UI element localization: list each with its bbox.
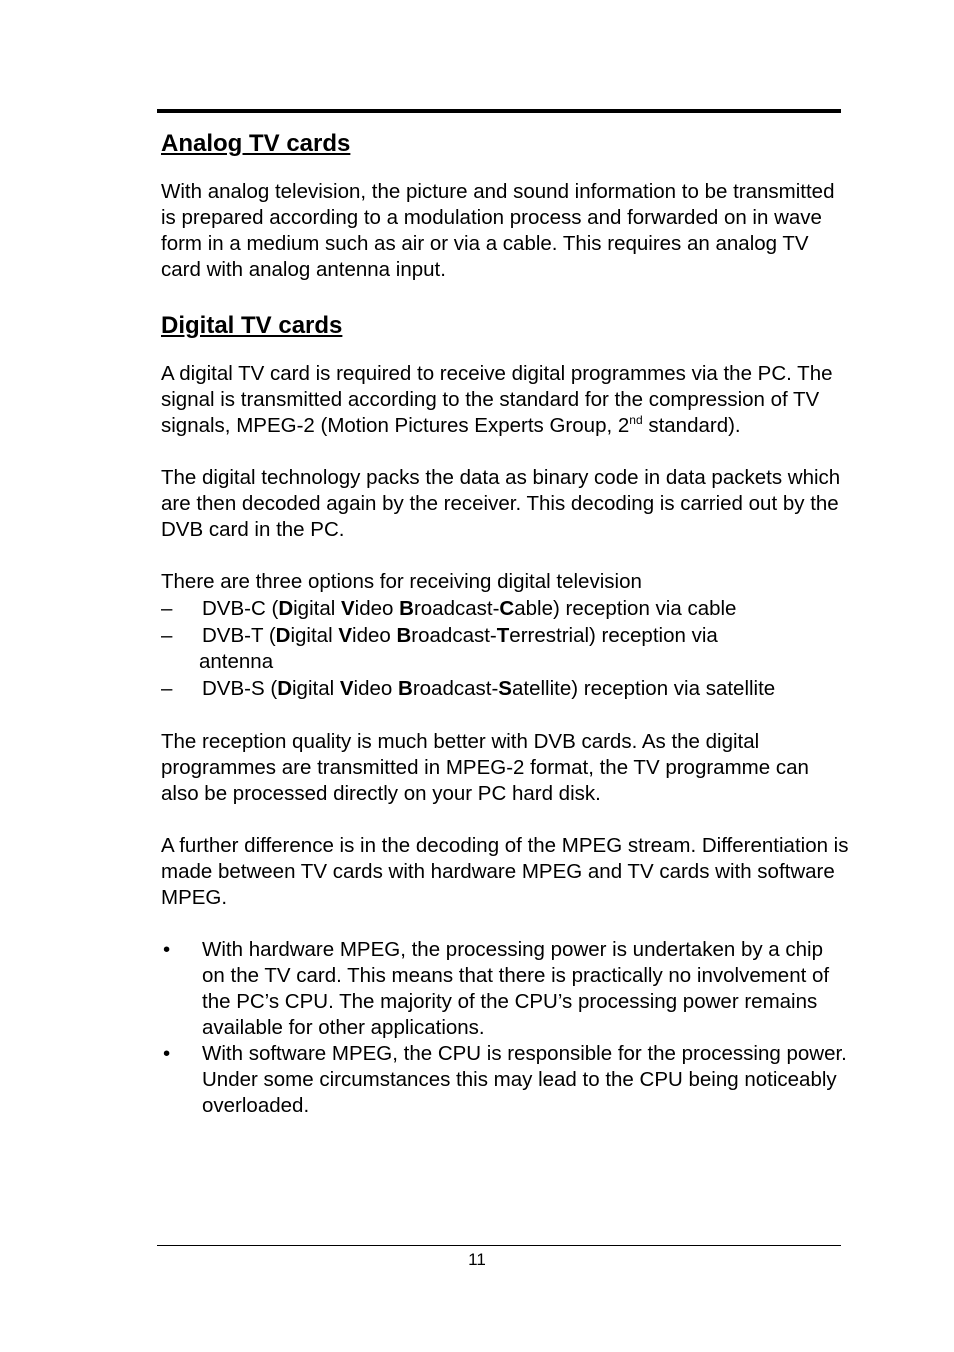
- dash-marker: –: [161, 624, 173, 647]
- list-item-hardware-mpeg: • With hardware MPEG, the processing power is undertaken by a chip on the TV card. This means that there is practically no involvement of the PC’s CPU. The majority of the CPU’s processing power remains available for other applications.: [163, 938, 830, 1039]
- superscript-nd: nd: [629, 413, 643, 427]
- paragraph-mpeg-decoding: A further difference is in the decoding of the MPEG stream. Differentiation is made between TV cards with hardware MPEG and TV cards with software MPEG.: [161, 834, 849, 909]
- dvb-t-continuation: antenna: [199, 650, 274, 673]
- mpeg-bullet-list: [161, 937, 851, 1119]
- list-item-dvb-c: – DVB-C (Digital Video Broadcast-Cable) reception via cable: [161, 595, 851, 623]
- heading-analog-tv-cards: Analog TV cards: [161, 130, 351, 157]
- footer-rule: [157, 1245, 841, 1246]
- paragraph-digital-intro: A digital TV card is required to receive digital programmes via the PC. The signal is transmitted according to the standard for the compression of TV signals, MPEG-2 (Motion Pictures Experts Group, 2nd standard).: [161, 362, 833, 437]
- bullet-marker: •: [163, 1042, 171, 1065]
- paragraph-options-intro: There are three options for receiving digital television: [161, 570, 642, 593]
- reception-options-list: [161, 595, 851, 703]
- list-item-dvb-t: – DVB-T (Digital Video Broadcast-Terrestrial) reception via antenna: [161, 624, 718, 673]
- header-rule: [157, 109, 841, 113]
- page-number: 11: [468, 1250, 486, 1269]
- list-item-software-mpeg: • With software MPEG, the CPU is responsible for the processing power. Under some circumstances this may lead to the CPU being noticeably overloaded.: [163, 1042, 847, 1117]
- paragraph-reception-quality: The reception quality is much better with DVB cards. As the digital programmes are transmitted in MPEG-2 format, the TV programme can also be processed directly on your PC hard disk.: [161, 730, 809, 805]
- list-item-dvb-s: – DVB-S (Digital Video Broadcast-Satellite) reception via satellite: [161, 675, 851, 703]
- page-content: [161, 126, 851, 1119]
- heading-digital-tv-cards: Digital TV cards: [161, 312, 343, 339]
- bullet-marker: •: [163, 938, 171, 961]
- paragraph-digital-technology: The digital technology packs the data as binary code in data packets which are then decoded again by the receiver. This decoding is carried out by the DVB card in the PC.: [161, 466, 841, 541]
- dash-marker: –: [161, 677, 173, 700]
- dash-marker: –: [161, 597, 173, 620]
- paragraph-analog: With analog television, the picture and sound information to be transmitted is prepared according to a modulation process and forwarded on in wave form in a medium such as air or via a cable. This requires an analog TV card with analog antenna input.: [161, 180, 835, 281]
